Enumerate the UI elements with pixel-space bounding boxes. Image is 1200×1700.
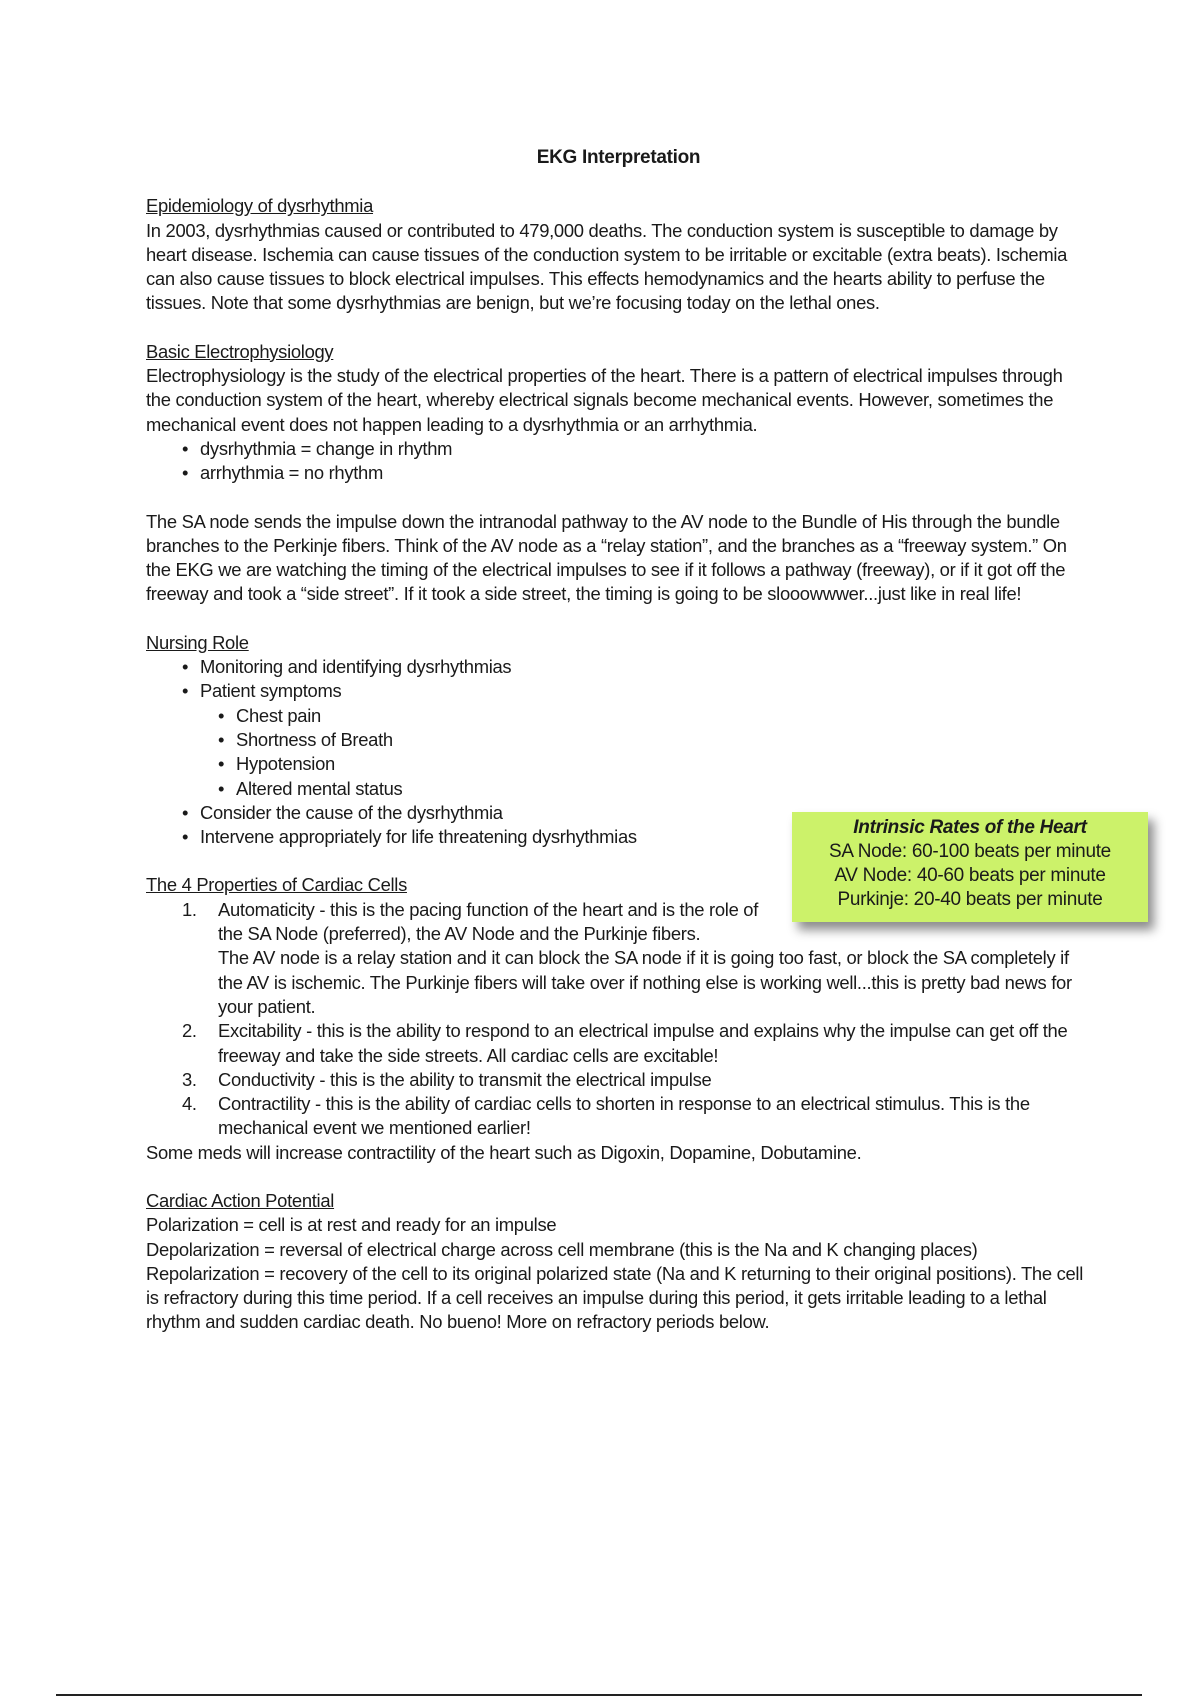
- list-item: • Hypotension: [218, 752, 1091, 776]
- section-heading: Cardiac Action Potential: [146, 1189, 335, 1211]
- list-item: • Consider the cause of the dysrhythmia: [182, 801, 1091, 825]
- paragraph-line: Polarization = cell is at rest and ready for an impulse: [146, 1214, 557, 1236]
- list-item: • Shortness of Breath: [218, 728, 1091, 752]
- list-item: • Chest pain: [218, 704, 1091, 728]
- paragraph-line: Depolarization = reversal of electrical charge across cell membrane (this is the Na and K changing places): [146, 1238, 978, 1260]
- list-item-text: Conductivity - this is the ability to transmit the electrical impulse: [218, 1068, 712, 1090]
- list-item: [146, 1019, 1091, 1068]
- list-item: [182, 679, 1091, 800]
- list-item: [146, 1068, 1091, 1092]
- list-item: • dysrhythmia = change in rhythm: [182, 437, 1091, 461]
- list-item: • Altered mental status: [218, 777, 1091, 801]
- list-item: [146, 1092, 1091, 1141]
- list-number: 2.: [182, 1020, 197, 1042]
- section-epidemiology: [146, 194, 1091, 315]
- paragraph: The SA node sends the impulse down the intranodal pathway to the AV node to the Bundle of His through the bundle branches to the Perkinje fibers. Think of the AV node as a “relay station”, and the branches as a “freeway system.” On the EKG we are watching the timing of the electrical impulses to see if it follows a pathway (freeway), or if it got off the freeway and took a “side street”. If it took a side street, the timing is going to be slooowwwer...just like in real life!: [146, 510, 1067, 605]
- list-item-text: Contractility - this is the ability of cardiac cells to shorten in response to an electrical stimulus. This is the mechanical event we mentioned earlier!: [218, 1093, 1030, 1139]
- bullet-list: [146, 437, 1091, 486]
- list-number: 3.: [182, 1068, 197, 1090]
- list-item: • arrhythmia = no rhythm: [182, 461, 1091, 485]
- section-heading: The 4 Properties of Cardiac Cells: [146, 874, 407, 896]
- list-item: • Monitoring and identifying dysrhythmias: [182, 655, 1091, 679]
- list-number: 1.: [182, 898, 197, 920]
- page-title: EKG Interpretation: [536, 147, 701, 168]
- list-item-label: Patient symptoms: [200, 680, 342, 702]
- section-heading: Epidemiology of dysrhythmia: [146, 195, 374, 217]
- section-electrophysiology: [146, 340, 1091, 486]
- section-heading: Basic Electrophysiology: [146, 340, 334, 362]
- section-pathway: [146, 510, 1091, 607]
- list-item-text: Automaticity - this is the pacing function of the heart and is the role of the SA Node (preferred), the AV Node and the Purkinje fibers.: [218, 898, 759, 945]
- document-page: [146, 146, 1091, 1359]
- section-action-potential: [146, 1189, 1091, 1335]
- callout-title: Intrinsic Rates of the Heart: [853, 817, 1087, 838]
- intrinsic-rates-callout: [792, 812, 1148, 922]
- paragraph: In 2003, dysrhythmias caused or contributed to 479,000 deaths. The conduction system is susceptible to damage by heart disease. Ischemia can cause tissues of the conduction system to be irritable or excitable (extra beats). Ischemia can also cause tissues to block electrical impulses. This effects hemodynamics and the hearts ability to perfuse the tissues. Note that some dysrhythmias are benign, but we’re focusing today on the lethal ones.: [146, 219, 1068, 314]
- list-item-text: Excitability - this is the ability to respond to an electrical impulse and explains why the impulse can get off the freeway and take the side streets. All cardiac cells are excitable!: [218, 1020, 1068, 1066]
- paragraph: Some meds will increase contractility of the heart such as Digoxin, Dopamine, Dobutamine.: [146, 1141, 862, 1163]
- symptom-list: [200, 704, 1091, 801]
- list-number: 4.: [182, 1093, 197, 1115]
- paragraph-line: Repolarization = recovery of the cell to its original polarized state (Na and K returning to their original positions). The cell is refractory during this time period. If a cell receives an impulse during this period, it gets irritable leading to a lethal rhythm and sudden cardiac death. No bueno! More on refractory periods below.: [146, 1262, 1083, 1333]
- callout-line: SA Node: 60-100 beats per minute: [829, 841, 1111, 862]
- list-item-extra: The AV node is a relay station and it can block the SA node if it is going too fast, or block the SA completely if the AV is ischemic. The Purkinje fibers will take over if nothing else is working well...this is pretty bad news for your patient.: [218, 947, 1072, 1017]
- list-item: • Intervene appropriately for life threatening dysrhythmias: [182, 825, 1091, 849]
- numbered-list: [146, 898, 1091, 1141]
- callout-line: Purkinje: 20-40 beats per minute: [837, 889, 1103, 910]
- section-heading: Nursing Role: [146, 631, 249, 653]
- footer-divider: [56, 1694, 1142, 1696]
- callout-line: AV Node: 40-60 beats per minute: [834, 865, 1106, 886]
- paragraph: Electrophysiology is the study of the electrical properties of the heart. There is a pattern of electrical impulses through the conduction system of the heart, whereby electrical signals become mechanical events. However, sometimes the mechanical event does not happen leading to a dysrhythmia or an arrhythmia.: [146, 365, 1063, 435]
